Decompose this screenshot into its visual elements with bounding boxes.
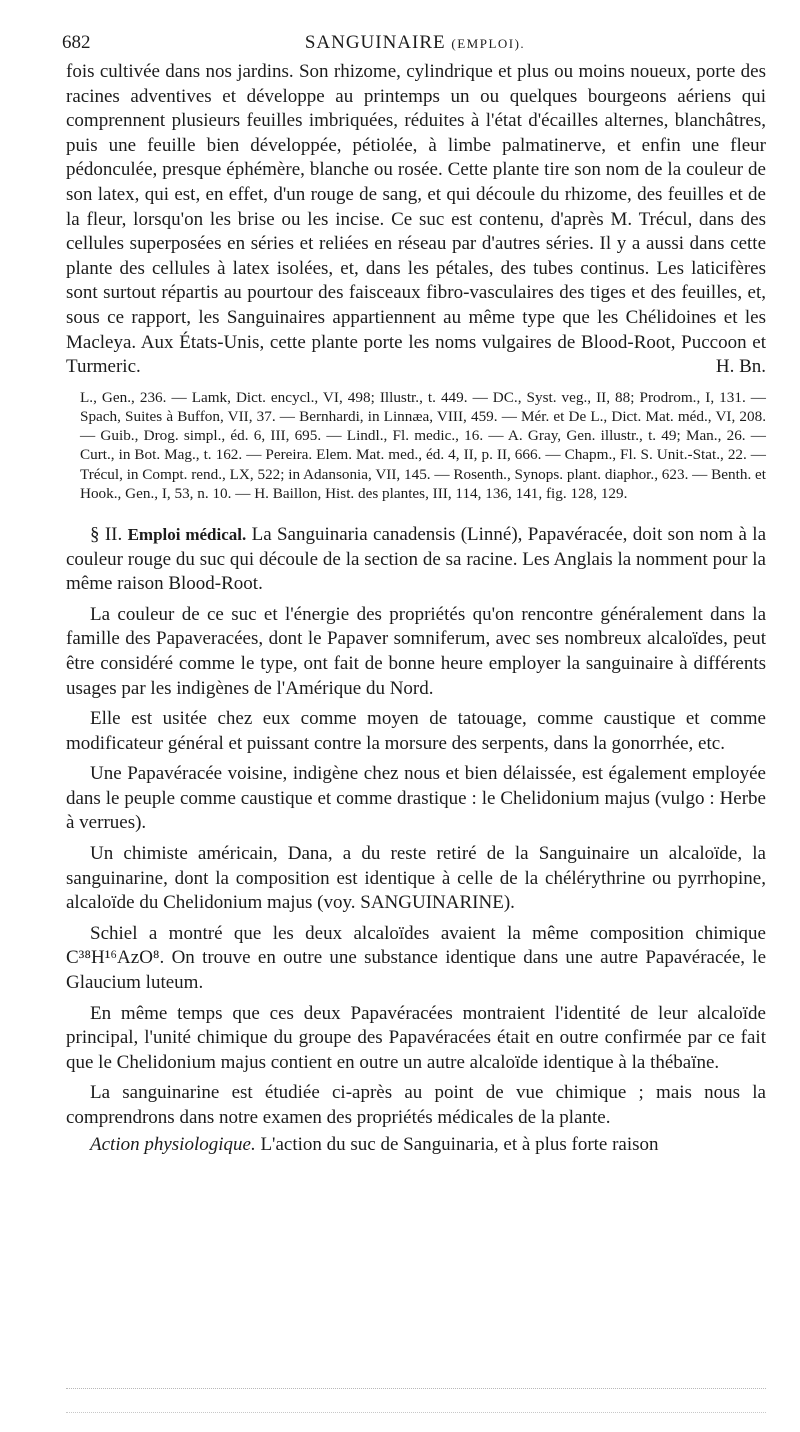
bibliography-references: L., Gen., 236. — Lamk, Dict. encycl., VI, 498; Illustr., t. 449. — DC., Syst. veg., II, 88; Prodrom., I, 131. — Spach, Suites à Buffon, VII, 37. — Bernhardi, in Linnæa, VIII, 459. — Mér. et De L., Dict. Mat. méd., VI, 208. — Guib., Drog. simpl., éd. 6, III, 695. — Lindl., Fl. medic., 16. — A. Gray, Gen. illustr., t. 49; Man., 26. — Curt., in Bot. Mag., t. 162. — Pereira. Elem. Mat. med., éd. 4, II, p. II, 666. — Chapm., Fl. S. Unit.-Stat., 22. — Trécul, in Compt. rend., LX, 522; in Adansonia, VII, 145. — Rosenth., Synops. plant. diaphor., 623. — Benth. et Hook., Gen., I, 53, n. 10. — H. Baillon, Hist. des plantes, III, 114, 136, 141, fig. 128, 129. xyxy=(80,388,766,502)
section-paragraph-8: La sanguinarine est étudiée ci-après au point de vue chimique ; mais nous la comprendrons dans notre examen des propriétés médicales de la plante. xyxy=(66,1082,766,1128)
page-body xyxy=(66,60,766,1157)
subsection-text: L'action du suc de Sanguinaria, et à plus forte raison xyxy=(260,1133,659,1155)
botany-text: fois cultivée dans nos jardins. Son rhizome, cylindrique et plus ou moins noueux, porte des racines adventives et développe au printemps un ou quelques bourgeons aériens qui comprennent plusieurs feuilles imbriquées, réduites à l'état d'écailles alternes, blanchâtres, puis une feuille bien développée, pétiolée, à limbe palmatinerve, et enfin une fleur pédonculée, presque éphémère, blanche ou rosée. Cette plante tire son nom de la couleur de son latex, qui est, en effet, d'un rouge de sang, et qui découle du rhizome, des feuilles et de la fleur, lorsqu'on les brise ou les incise. Ce suc est contenu, d'après M. Trécul, dans des cellules superposées en séries et reliées en réseau par d'autres séries. Il y a aussi dans cette plante des cellules à latex isolées, et, dans les pétales, des tubes continus. Les laticifères sont surtout répartis au pourtour des faisceaux fibro-vasculaires des tiges et des feuilles, et, sous ce rapport, les Sanguinaires appartiennent au même type que les Chélidoines et les Macleya. Aux États-Unis, cette plante porte les noms vulgaires de Blood-Root, Puccoon et Turmeric. xyxy=(66,61,766,378)
running-title-block xyxy=(62,32,768,54)
section-title: Emploi médical. xyxy=(127,524,247,544)
section-paragraph-6: Schiel a montré que les deux alcaloïdes avaient la même composition chimique C³⁸H¹⁶AzO⁸. On trouve en outre une substance identique dans une autre Papavéracée, le Glaucium luteum. xyxy=(66,922,766,994)
section-paragraph-3: Elle est usitée chez eux comme moyen de tatouage, comme caustique et comme modificateur général et puissant contre la morsure des serpents, dans la gonorrhée, etc. xyxy=(66,708,766,754)
section-text-1: La Sanguinaria canadensis (Linné), Papavéracée, doit son nom à la couleur rouge du suc qui découle de la section de sa racine. Les Anglais la nomment pour la même raison Blood-Root. xyxy=(66,523,767,595)
section-paragraph-2: La couleur de ce suc et l'énergie des propriétés qu'on rencontre généralement dans la famille des Papaveracées, dont le Papaver somniferum, avec ses nombreux alcaloïdes, peut être considéré comme le type, ont fait de bonne heure employer la sanguinaire à différents usages par les indigènes de l'Amérique du Nord. xyxy=(66,603,766,699)
section-paragraph-4: Une Papavéracée voisine, indigène chez nous et bien délaissée, est également employée dans le peuple comme caustique et comme drastique : le Chelidonium majus (vulgo : Herbe à verrues). xyxy=(66,763,766,834)
footer-rule-lower xyxy=(66,1412,766,1413)
author-signature: H. Bn. xyxy=(715,356,766,378)
page-number: 682 xyxy=(62,32,91,53)
running-title: SANGUINAIRE xyxy=(304,32,446,53)
footer-rule xyxy=(66,1388,766,1389)
section-paragraph-1 xyxy=(66,523,766,597)
section-paragraph-7: En même temps que ces deux Papavéracées montraient l'identité de leur alcaloïde principal, l'unité chimique du groupe des Papavéracées était en outre confirmée par ce fait que le Chelidonium majus contient en outre un autre alcaloïde identique à la thébaïne. xyxy=(66,1002,766,1073)
botany-paragraph xyxy=(66,60,766,380)
section-number: § II. xyxy=(90,523,123,545)
running-subtitle: (EMPLOI). xyxy=(451,36,526,51)
subsection-heading: Action physiologique. xyxy=(90,1133,256,1155)
section-paragraph-5: Un chimiste américain, Dana, a du reste retiré de la Sanguinaire un alcaloïde, la sanguinarine, dont la composition est identique à celle de la chélérythrine ou pyrrhopine, alcaloïde du Chelidonium majus (voy. SANGUINARINE). xyxy=(66,843,766,914)
section-paragraph-9 xyxy=(66,1133,766,1158)
running-header xyxy=(62,32,768,62)
